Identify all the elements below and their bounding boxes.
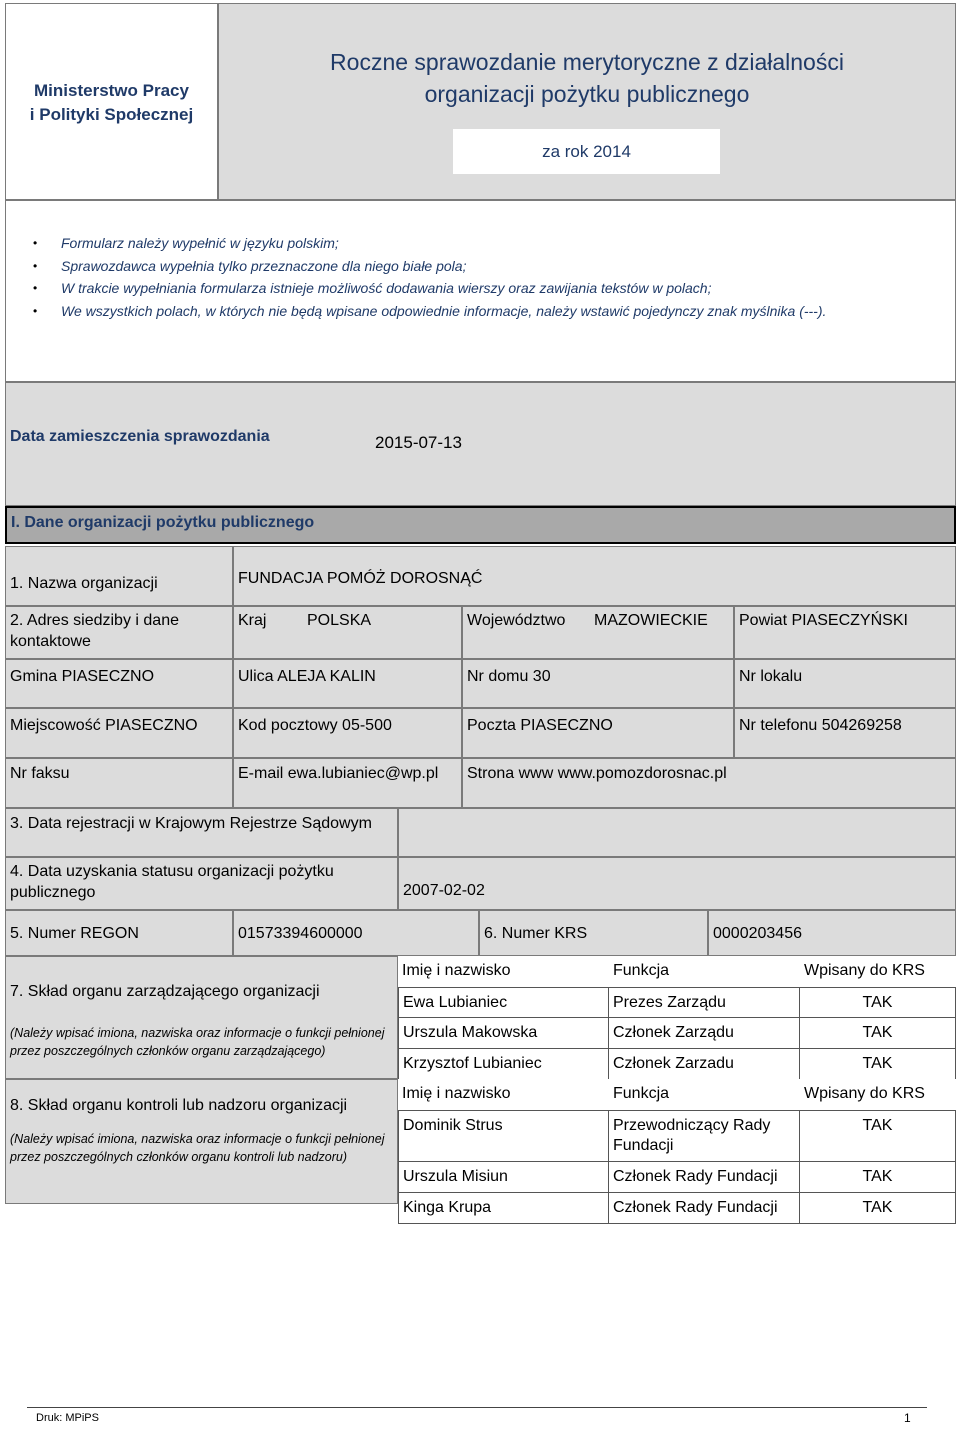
board-member-krs[interactable]: TAK — [800, 1018, 956, 1049]
instructions-box — [5, 200, 956, 382]
supervisory-member-krs[interactable]: TAK — [800, 1193, 956, 1224]
supervisory-header-function: Funkcja — [613, 1085, 670, 1102]
www-cell[interactable]: Strona www www.pomozdorosnac.pl — [462, 758, 956, 808]
table-row — [398, 1049, 956, 1080]
section-1-title: I. Dane organizacji pożytku publicznego — [5, 506, 956, 544]
krs-number-value[interactable]: 0000203456 — [708, 910, 956, 956]
publication-label: Data zamieszczenia sprawozdania — [10, 428, 270, 445]
publication-date[interactable]: 2015-07-13 — [375, 433, 462, 452]
supervisory-table — [398, 1079, 956, 1225]
kraj-value: POLSKA — [307, 612, 372, 629]
krs-registration-value[interactable] — [398, 808, 956, 857]
board-hint: (Należy wpisać imiona, nazwiska oraz informacje o funkcji pełnionej przez poszczególnych członków organu zarządzającego) — [10, 1026, 385, 1058]
board-header-name: Imię i nazwisko — [402, 962, 511, 979]
supervisory-hint: (Należy wpisać imiona, nazwiska oraz informacje o funkcji pełnionej przez poszczególnych członków organu kontroli lub nadzoru) — [10, 1132, 385, 1164]
year-field[interactable]: za rok 2014 — [453, 129, 720, 174]
supervisory-member-name[interactable]: Urszula Misiun — [398, 1162, 609, 1193]
board-header-row — [398, 956, 956, 987]
footer-line — [27, 1407, 927, 1408]
nr-domu-cell[interactable]: Nr domu 30 — [462, 659, 734, 708]
supervisory-member-name[interactable]: Dominik Strus — [398, 1110, 609, 1162]
wojewodztwo-cell[interactable] — [462, 606, 734, 659]
supervisory-label-cell — [5, 1079, 398, 1204]
publication-box — [5, 382, 956, 506]
supervisory-header-krs: Wpisany do KRS — [804, 1085, 925, 1102]
status-label: 4. Data uzyskania statusu organizacji pożytku publicznego — [5, 857, 398, 910]
board-header-krs: Wpisany do KRS — [804, 962, 925, 979]
board-member-function[interactable]: Członek Zarządu — [609, 1018, 800, 1049]
table-row — [398, 1018, 956, 1049]
org-name-value[interactable]: FUNDACJA POMÓŻ DOROSNĄĆ — [233, 546, 956, 606]
kraj-label: Kraj — [238, 612, 267, 629]
wojewodztwo-value: MAZOWIECKIE — [594, 612, 708, 629]
kraj-cell[interactable] — [233, 606, 462, 659]
board-table — [398, 956, 956, 1079]
email-cell[interactable]: E-mail ewa.lubianiec@wp.pl — [233, 758, 462, 808]
board-member-krs[interactable]: TAK — [800, 1049, 956, 1080]
supervisory-member-function[interactable]: Członek Rady Fundacji — [609, 1193, 800, 1224]
page-number: 1 — [904, 1411, 911, 1425]
status-value[interactable]: 2007-02-02 — [398, 857, 956, 910]
instruction-item: • We wszystkich polach, w których nie będą wpisane odpowiednie informacje, należy wstawić pojedynczy znak myślnika (---). — [33, 300, 933, 323]
regon-label: 5. Numer REGON — [5, 910, 233, 956]
kod-pocztowy-cell[interactable]: Kod pocztowy 05-500 — [233, 708, 462, 758]
poczta-cell[interactable]: Poczta PIASECZNO — [462, 708, 734, 758]
supervisory-member-function[interactable]: Członek Rady Fundacji — [609, 1162, 800, 1193]
instruction-item: • Formularz należy wypełnić w języku polskim; — [33, 232, 933, 255]
regon-value[interactable]: 01573394600000 — [233, 910, 479, 956]
supervisory-member-krs[interactable]: TAK — [800, 1110, 956, 1162]
supervisory-member-name[interactable]: Kinga Krupa — [398, 1193, 609, 1224]
powiat-cell[interactable]: Powiat PIASECZYŃSKI — [734, 606, 956, 659]
instruction-item: • W trakcie wypełniania formularza istnieje możliwość dodawania wierszy oraz zawijania tekstów w polach; — [33, 277, 933, 300]
instructions-list — [33, 232, 933, 322]
gmina-cell[interactable]: Gmina PIASECZNO — [5, 659, 233, 708]
supervisory-header-row — [398, 1079, 956, 1110]
supervisory-member-function[interactable]: Przewodniczący Rady Fundacji — [609, 1110, 800, 1162]
faks-cell[interactable]: Nr faksu — [5, 758, 233, 808]
supervisory-label: 8. Skład organu kontroli lub nadzoru organizacji — [10, 1097, 348, 1114]
supervisory-header-name: Imię i nazwisko — [402, 1085, 511, 1102]
instruction-item: • Sprawozdawca wypełnia tylko przeznaczone dla niego białe pola; — [33, 255, 933, 278]
table-row — [398, 987, 956, 1018]
table-row — [398, 1193, 956, 1224]
krs-number-label: 6. Numer KRS — [479, 910, 708, 956]
form-title: Roczne sprawozdanie merytoryczne z działalności organizacji pożytku publicznego — [330, 49, 844, 107]
ulica-cell[interactable]: Ulica ALEJA KALIN — [233, 659, 462, 708]
table-row — [398, 1162, 956, 1193]
wojewodztwo-label: Województwo — [467, 612, 566, 629]
title-box — [218, 3, 956, 200]
ministry-name: Ministerstwo Pracy i Polityki Społecznej — [29, 81, 194, 124]
miejscowosc-cell[interactable]: Miejscowość PIASECZNO — [5, 708, 233, 758]
board-member-name[interactable]: Urszula Makowska — [398, 1018, 609, 1049]
nr-lokalu-cell[interactable]: Nr lokalu — [734, 659, 956, 708]
board-member-function[interactable]: Członek Zarzadu — [609, 1049, 800, 1080]
table-row — [398, 1110, 956, 1162]
board-member-name[interactable]: Krzysztof Lubianiec — [398, 1049, 609, 1080]
ministry-box — [5, 3, 218, 200]
krs-registration-label: 3. Data rejestracji w Krajowym Rejestrze Sądowym — [5, 808, 398, 857]
board-member-krs[interactable]: TAK — [800, 987, 956, 1018]
org-name-label: 1. Nazwa organizacji — [5, 546, 233, 606]
board-member-function[interactable]: Prezes Zarządu — [609, 987, 800, 1018]
telefon-cell[interactable]: Nr telefonu 504269258 — [734, 708, 956, 758]
address-label: 2. Adres siedziby i dane kontaktowe — [5, 606, 233, 659]
board-header-function: Funkcja — [613, 962, 670, 979]
board-member-name[interactable]: Ewa Lubianiec — [398, 987, 609, 1018]
board-label: 7. Skład organu zarządzającego organizacji — [10, 983, 320, 1000]
supervisory-member-krs[interactable]: TAK — [800, 1162, 956, 1193]
board-label-cell — [5, 956, 398, 1079]
footer-print: Druk: MPiPS — [36, 1412, 99, 1424]
